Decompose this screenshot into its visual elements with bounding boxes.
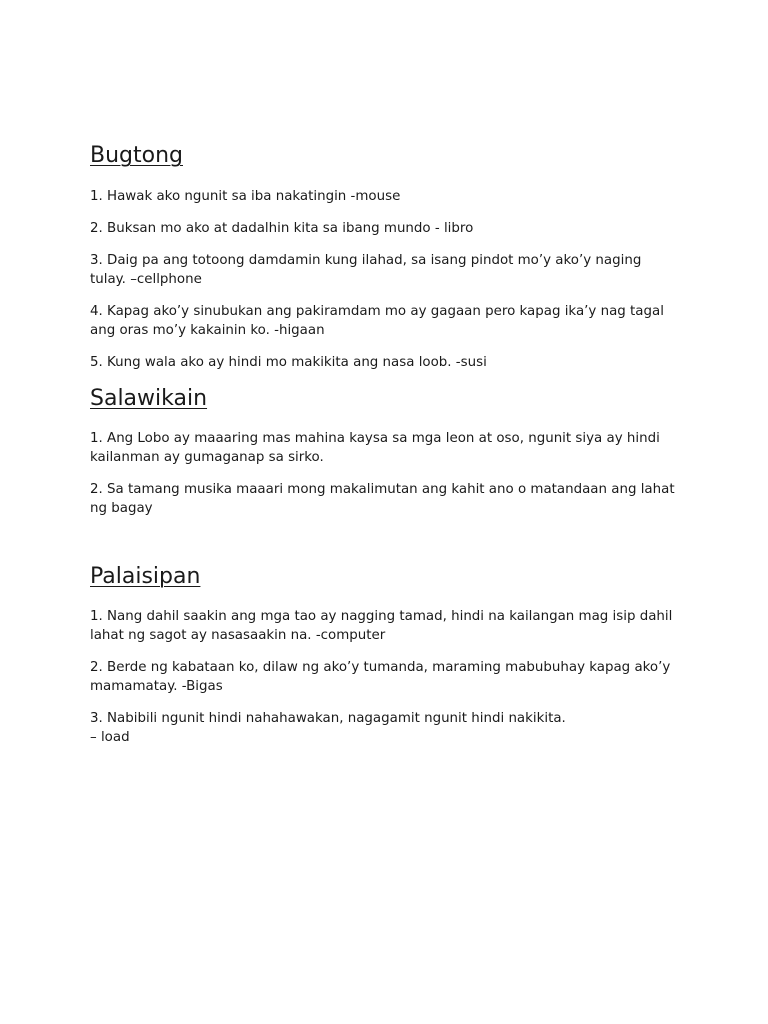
palaisipan-item-3: 3. Nabibili ngunit hindi nahahawakan, nagagamit ngunit hindi nakikita. – load (90, 711, 566, 745)
palaisipan-item-2: 2. Berde ng kabataan ko, dilaw ng ako’y tumanda, maraming mabubuhay kapag ako’y mamamatay. -Bigas (90, 660, 671, 694)
bugtong-item-5: 5. Kung wala ako ay hindi mo makikita ang nasa loob. -susi (90, 355, 487, 370)
bugtong-item-2: 2. Buksan mo ako at dadalhin kita sa ibang mundo - libro (90, 221, 474, 236)
palaisipan-item-1: 1. Nang dahil saakin ang mga tao ay nagging tamad, hindi na kailangan mag isip dahil lahat ng sagot ay nasasaakin na. -computer (90, 609, 673, 643)
bugtong-item-4: 4. Kapag ako’y sinubukan ang pakiramdam mo ay gagaan pero kapag ika’y nag tagal ang oras mo’y kakainin ko. -higaan (90, 304, 664, 338)
salawikain-item-1: 1. Ang Lobo ay maaaring mas mahina kaysa sa mga leon at oso, ngunit siya ay hindi kailanman ay gumaganap sa sirko. (90, 431, 660, 465)
heading-palaisipan: Palaisipan (90, 564, 201, 589)
heading-bugtong: Bugtong (90, 143, 183, 168)
bugtong-item-3: 3. Daig pa ang totoong damdamin kung ilahad, sa isang pindot mo’y ako’y naging tulay. –cellphone (90, 253, 642, 287)
salawikain-item-2: 2. Sa tamang musika maaari mong makalimutan ang kahit ano o matandaan ang lahat ng bagay (90, 482, 675, 516)
heading-salawikain: Salawikain (90, 386, 208, 411)
bugtong-item-1: 1. Hawak ako ngunit sa iba nakatingin -mouse (90, 189, 401, 204)
